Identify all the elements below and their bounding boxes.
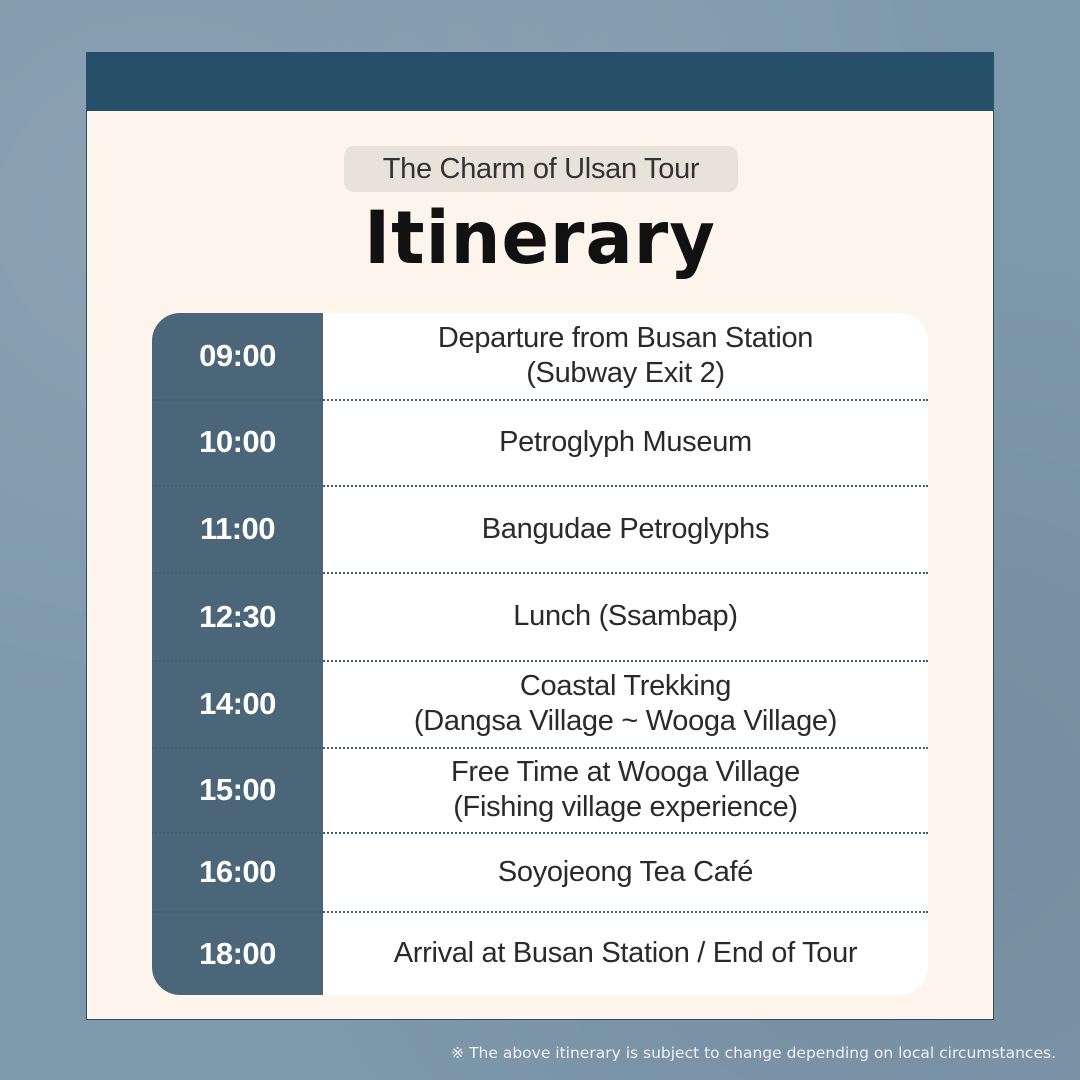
activity-cell bbox=[323, 912, 928, 995]
table-row bbox=[152, 833, 928, 911]
activity-line-2: (Fishing village experience) bbox=[453, 791, 798, 823]
time-cell: 12:30 bbox=[199, 598, 276, 634]
activity-line-1: Departure from Busan Station bbox=[437, 322, 814, 354]
table-row bbox=[152, 486, 928, 572]
itinerary-table bbox=[152, 313, 928, 995]
activity-line-1: Coastal Trekking bbox=[519, 670, 732, 702]
table-row bbox=[152, 573, 928, 660]
disclaimer-footnote: ※ The above itinerary is subject to change depending on local circumstances. bbox=[451, 1044, 1056, 1062]
table-row bbox=[152, 912, 928, 995]
card-header-bar bbox=[87, 53, 993, 111]
activity-line-1: Soyojeong Tea Café bbox=[497, 855, 754, 888]
table-row bbox=[152, 748, 928, 832]
time-cell: 18:00 bbox=[199, 935, 276, 971]
table-row bbox=[152, 313, 928, 399]
activity-line-1: Arrival at Busan Station / End of Tour bbox=[393, 937, 858, 969]
activity-cell bbox=[323, 486, 928, 572]
itinerary-card bbox=[86, 52, 994, 1020]
activity-cell bbox=[323, 400, 928, 484]
activity-line-2: (Dangsa Village ~ Wooga Village) bbox=[413, 705, 838, 737]
time-cell: 11:00 bbox=[199, 511, 276, 546]
activity-line-1: Lunch (Ssambap) bbox=[513, 600, 738, 632]
activity-line-1: Free Time at Wooga Village bbox=[451, 756, 800, 788]
table-row bbox=[152, 661, 928, 747]
activity-line-1: Petroglyph Museum bbox=[499, 425, 752, 458]
activity-cell bbox=[323, 661, 928, 747]
activity-cell bbox=[323, 313, 928, 399]
time-cell: 16:00 bbox=[199, 854, 276, 889]
tour-name-badge: The Charm of Ulsan Tour bbox=[344, 146, 738, 192]
time-cell: 14:00 bbox=[199, 686, 276, 721]
time-cell: 15:00 bbox=[199, 772, 276, 807]
time-cell: 10:00 bbox=[199, 424, 276, 459]
activity-cell bbox=[323, 833, 928, 911]
activity-line-2: (Subway Exit 2) bbox=[526, 357, 725, 389]
table-row bbox=[152, 400, 928, 484]
activity-cell bbox=[323, 573, 928, 660]
page-title: Itinerary bbox=[364, 194, 716, 282]
activity-cell bbox=[323, 748, 928, 832]
activity-line-1: Bangudae Petroglyphs bbox=[481, 512, 770, 545]
time-cell: 09:00 bbox=[199, 338, 276, 373]
